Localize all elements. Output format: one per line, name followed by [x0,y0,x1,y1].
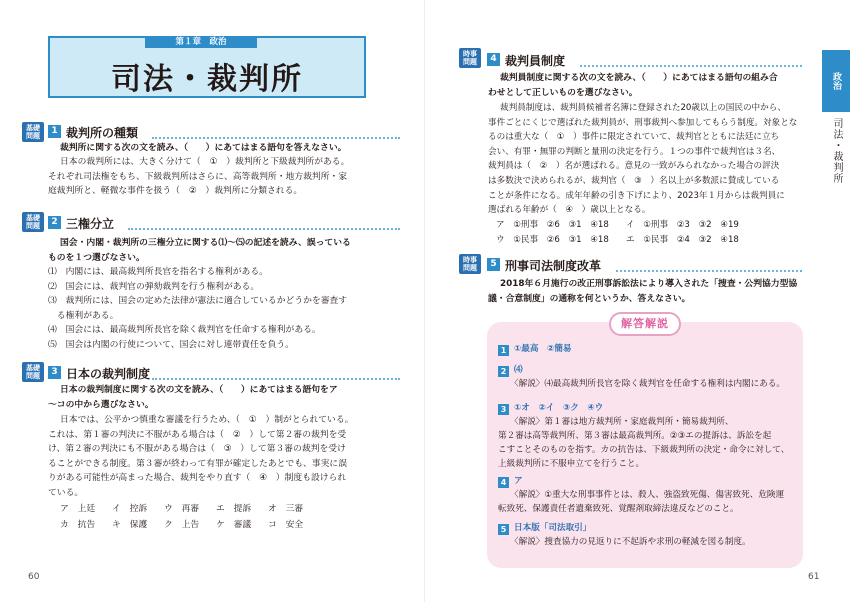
question-prompt: 日本の裁判制度に関する次の文を読み、（ ）にあてはまる語句をア 〜コの中から選びなさい。 [48,385,338,410]
answer-number: 4 [498,477,509,488]
question-number: 3 [48,366,61,379]
question-number: 4 [487,53,500,66]
answer-number: 5 [498,524,509,535]
question-title: 日本の裁判制度 [66,367,151,381]
question-prompt: 裁判所に関する次の文を読み、（ ）にあてはまる語句を答えなさい。 [60,143,347,153]
page-number: 60 [28,572,40,582]
answer-header: 解答解説 [609,312,681,336]
question-title: 三権分立 [66,217,115,231]
choice-list: ア ①刑事 ②6 ③1 ④18 イ ①刑事 ②3 ③2 ④19 ウ ①民事 ②6 ③1 ④18 エ ①民事 ②4 ③2 ④18 [496,220,739,245]
question-body: 裁判員制度は、裁判員候補者名簿に登録された20歳以上の国民の中から、 事件ごとにくじで選ばれた裁判員が、刑事裁判へ参加してもらう制度。対象とな るのは重大な（ ① ）事件に限定されていて、裁判官とともに法廷に立ち 会い、有罪・無罪の判断と量刑の決定を行う。１つの事件で裁判官は３名、 裁判員は（ ② ）名が選ばれる。意見の一致がみられなかった場合の評決 は多数決で決められるが、裁判官（ ③ ）名以上が多数派に賛成している ことが条件になる。成年年齢の引き下げにより、2023年１月からは裁判員に 選ばれる年齢が（ ④ ）歳以上となる。 [488,103,798,216]
answer-explanation: 〈解説〉第１審は地方裁判所・家庭裁判所・簡易裁判所、 [510,417,734,427]
answer-explanation: 転致死、保護責任者遺棄致死、覚醒剤取締法違反などのこと。 [498,504,739,514]
answer-explanation: 上級裁判所に不服申立てを行うこと。 [498,459,645,469]
question-number: 1 [48,125,61,138]
question-title: 裁判員制度 [505,54,566,68]
answer-number: 1 [498,345,509,356]
dotted-rule [152,378,400,380]
choice-row: カ 抗告 キ 保護 ク 上告 ケ 審議 コ 安全 [60,520,304,530]
question-badge: 基礎 問題 [22,212,44,232]
choice-row: ア 上廷 イ 控訴 ウ 再審 エ 提訴 オ 三審 [60,504,304,514]
question-title: 裁判所の種類 [66,126,139,140]
answer-explanation: 〈解説〉捜査協力の見返りに不起訴や求刑の軽減を図る制度。 [510,537,751,547]
answer-explanation: こすことそのものを指す。カの抗告は、下級裁判所の決定・命令に対して、 [498,445,790,455]
answer-text: ①最高 ②簡易 [514,344,572,354]
question-badge: 基礎 問題 [22,122,44,142]
question-number: 2 [48,216,61,229]
answer-explanation: 第２審は高等裁判所、第３審は最高裁判所。②③エの提訴は、訴訟を起 [498,431,772,441]
dotted-rule [152,137,400,139]
chapter-tag: 第１章 政治 [145,36,257,48]
answer-explanation: 〈解説〉①重大な刑事事件とは、殺人、強盗致死傷、傷害致死、危険運 [510,490,785,500]
answer-text: 日本版「司法取引」 [514,523,592,533]
question-badge: 時事 問題 [459,48,481,68]
answer-text: ⑷ [514,365,523,375]
question-prompt: 裁判員制度に関する次の文を読み、（ ）にあてはまる語句の組み合 わせとして正しいものを選びなさい。 [488,73,778,98]
question-prompt: 国会・内閣・裁判所の三権分立に関する⑴〜⑸の記述を読み、誤っている ものを１つ選びなさい。 [48,238,351,263]
answer-number: 3 [498,404,509,415]
answer-number: 2 [498,366,509,377]
question-prompt: 2018年６月施行の改正刑事訴訟法により導入された「捜査・公判協力型協 議・合意制度」の通称を何というか、答えなさい。 [488,279,798,304]
answer-text: ア [514,476,523,486]
dotted-rule [616,270,802,272]
question-badge: 基礎 問題 [22,362,44,382]
side-tab-politics[interactable]: 政治 [822,50,850,112]
question-badge: 時事 問題 [459,254,481,274]
question-title: 刑事司法制度改革 [505,259,602,273]
dotted-rule [580,65,802,67]
question-body: 日本では、公平かつ慎重な審議を行うため、（ ① ）制がとられている。 これは、第１審の判決に不服がある場合は（ ② ）して第２審の裁判を受 け、第２審の判決にも不服がある場合は（ ③ ）して第３審の裁判を受け ることができる制度。第３審が終わって有罪が確定したあとでも、事実に誤 りがある可能性が高まった場合、裁判をやり直す（ ④ ）制度も設けられ ている。 [48,415,354,498]
question-number: 5 [487,258,500,271]
question-body: 日本の裁判所には、大きく分けて（ ① ）裁判所と下級裁判所がある。 それぞれ司法権をもち、下級裁判所はさらに、高等裁判所・地方裁判所・家 庭裁判所と、軽微な事件を扱う（ ② ）裁判所に分類される。 [48,157,350,197]
page-title: 司法・裁判所 [111,62,303,97]
question-body: ⑴ 内閣には、最高裁判所長官を指名する権利がある。 ⑵ 国会には、裁判官の弾劾裁判を行う権利がある。 ⑶ 裁判所には、国会の定めた法律が憲法に適合しているかどうかを審査す る権利がある。 ⑷ 国会には、最高裁判所長官を除く裁判官を任命する権利がある。 ⑸ 国会は内閣の行使について、国会に対し連帯責任を負う。 [48,267,348,350]
answer-explanation: 〈解説〉⑷最高裁判所長官を除く裁判官を任命する権利は内閣にある。 [510,379,786,389]
dotted-rule [128,228,400,230]
page-number: 61 [808,572,820,582]
answer-text: ①オ ②イ ③ク ④ウ [514,403,604,413]
side-section-label: 司法・裁判所 [831,118,842,184]
